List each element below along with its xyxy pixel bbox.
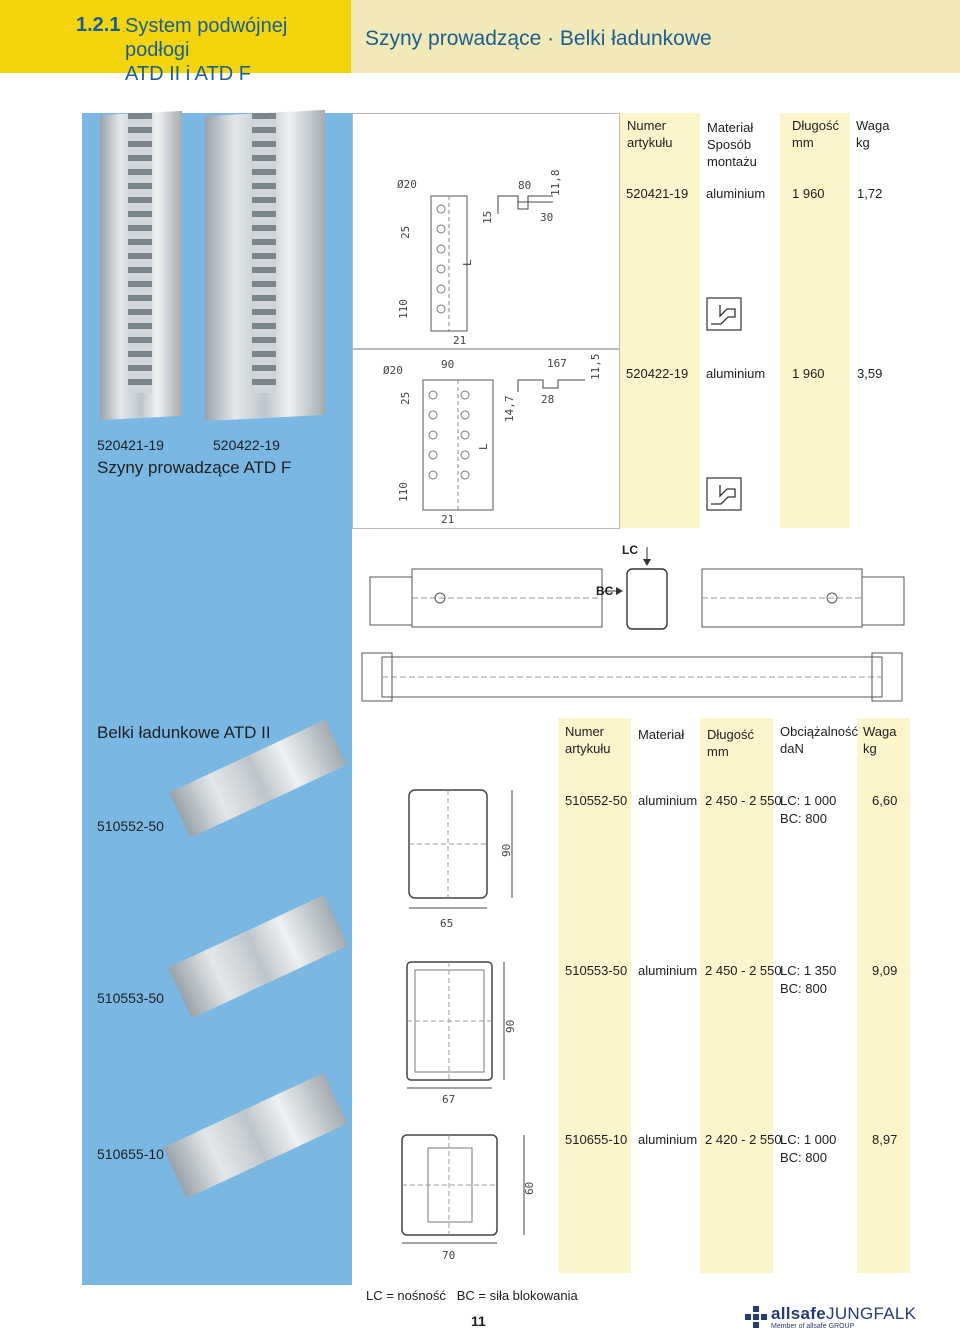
beam-row-2-weight: 9,09: [872, 963, 898, 978]
rail-drawing-1-svg: [353, 114, 621, 350]
svg-text:80: 80: [518, 179, 532, 192]
svg-text:11,8: 11,8: [549, 169, 562, 196]
svg-text:15: 15: [481, 210, 494, 224]
beam-row-2-material: aluminium: [638, 963, 698, 978]
beam-diagram-bc: BC: [596, 584, 614, 598]
beam-row-2-bc: BC: 800: [780, 981, 827, 996]
svg-text:L: L: [477, 443, 490, 450]
rails-col-numer: Numer artykułu: [627, 118, 673, 150]
rail-row-1-weight: 1,72: [857, 186, 883, 201]
beam-row-3-material: aluminium: [638, 1132, 698, 1147]
page-title: Szyny prowadzące · Belki ładunkowe: [365, 27, 712, 50]
beam-profile-1-w: 65: [440, 917, 454, 930]
beam-assembly-diagram: [352, 529, 912, 715]
beam-row-2-label: 510553-50: [97, 990, 164, 1006]
svg-text:30: 30: [540, 211, 554, 224]
section-number: 1.2.1: [76, 14, 121, 36]
beam-row-1-lc: LC: 1 000: [780, 793, 837, 808]
brand-logo: [745, 1300, 945, 1334]
beam-profile-2: [352, 945, 558, 1113]
rail-groove-2: [252, 113, 276, 393]
svg-text:90: 90: [441, 358, 455, 371]
beams-col-load: Obciążalność daN: [780, 724, 859, 756]
rail-groove-1: [128, 113, 152, 393]
mounting-icon-1: [706, 297, 742, 331]
svg-text:21: 21: [441, 513, 455, 526]
beam-profile-3-h: 60: [523, 1181, 536, 1195]
col-bg-dlugosc: [780, 113, 850, 528]
svg-text:28: 28: [541, 393, 555, 406]
svg-text:Ø20: Ø20: [397, 178, 417, 191]
rails-col-material: Materiał Sposób montażu: [707, 120, 757, 169]
beam-row-3-label: 510655-10: [97, 1146, 164, 1162]
beams-section-title: Belki ładunkowe ATD II: [97, 723, 271, 742]
beam-profile-2-svg: [352, 945, 558, 1113]
svg-text:167: 167: [547, 357, 567, 370]
beam-row-2-lc: LC: 1 350: [780, 963, 837, 978]
svg-text:25: 25: [399, 391, 412, 405]
header-section-block: [0, 0, 351, 85]
header-page-title-block: [351, 0, 960, 73]
beam-row-3-lc: LC: 1 000: [780, 1132, 837, 1147]
brand-tagline: Member of allsafe GROUP: [771, 1323, 855, 1330]
beam-profile-3: [352, 1115, 558, 1283]
beam-profile-2-w: 67: [442, 1093, 456, 1106]
rail-label-2: 520422-19: [213, 437, 280, 453]
beam-row-1-weight: 6,60: [872, 793, 898, 808]
svg-text:21: 21: [453, 334, 467, 347]
svg-text:14,7: 14,7: [503, 395, 516, 422]
beam-profile-3-svg: [352, 1115, 558, 1283]
svg-text:11,5: 11,5: [589, 353, 602, 380]
svg-text:Ø20: Ø20: [383, 364, 403, 377]
mounting-icon-2: [706, 477, 742, 511]
beams-col-weight: Waga kg: [863, 724, 897, 756]
rail-drawing-1: [352, 113, 620, 349]
svg-text:110: 110: [397, 299, 410, 319]
svg-text:25: 25: [399, 225, 412, 239]
rails-col-length: Długość mm: [792, 118, 839, 150]
rail-row-2-length: 1 960: [792, 366, 825, 381]
rails-col-weight: Waga kg: [856, 118, 890, 150]
svg-text:L: L: [461, 259, 474, 266]
beam-row-3-length: 2 420 - 2 550: [705, 1132, 782, 1147]
beam-row-1-length: 2 450 - 2 550: [705, 793, 782, 808]
beam-profile-2-h: 90: [504, 1019, 517, 1033]
beam-profile-3-w: 70: [442, 1249, 456, 1262]
beam-row-1-material: aluminium: [638, 793, 698, 808]
rail-row-1-length: 1 960: [792, 186, 825, 201]
beam-row-1-article: 510552-50: [565, 793, 628, 808]
beam-row-1-bc: BC: 800: [780, 811, 827, 826]
beam-profile-1: [352, 775, 558, 943]
beam-row-2-length: 2 450 - 2 550: [705, 963, 782, 978]
page-number: 11: [471, 1313, 486, 1329]
rail-row-2-material: aluminium: [706, 366, 766, 381]
rail-drawing-2: [352, 349, 620, 529]
col-bg-numer: [620, 113, 700, 528]
rail-row-1-article: 520421-19: [626, 186, 689, 201]
rail-row-1-material: aluminium: [706, 186, 766, 201]
brand-logo-icon: [745, 1306, 767, 1328]
beam-row-3-bc: BC: 800: [780, 1150, 827, 1165]
rail-row-2-weight: 3,59: [857, 366, 883, 381]
beam-row-3-weight: 8,97: [872, 1132, 898, 1147]
rail-row-2-article: 520422-19: [626, 366, 689, 381]
rail-section-title: Szyny prowadzące ATD F: [97, 458, 292, 477]
beam-row-3-article: 510655-10: [565, 1132, 628, 1147]
svg-text:110: 110: [397, 482, 410, 502]
beams-col-material: Materiał: [638, 727, 685, 742]
beam-diagram-lc: LC: [622, 543, 638, 557]
rail-label-1: 520421-19: [97, 437, 164, 453]
legend-note: LC = nośność BC = siła blokowania: [366, 1288, 578, 1303]
beam-row-2-article: 510553-50: [565, 963, 628, 978]
section-title: System podwójnej podłogi ATD II i ATD F: [125, 15, 288, 85]
rail-drawing-2-svg: [353, 350, 621, 530]
beams-col-length: Długość mm: [707, 727, 754, 759]
brand-name: allsafeJUNGFALK: [771, 1304, 917, 1323]
beam-profile-1-svg: [352, 775, 558, 943]
beam-row-1-label: 510552-50: [97, 818, 164, 834]
beams-col-numer: Numer artykułu: [565, 724, 611, 756]
beam-profile-1-h: 90: [500, 843, 513, 857]
